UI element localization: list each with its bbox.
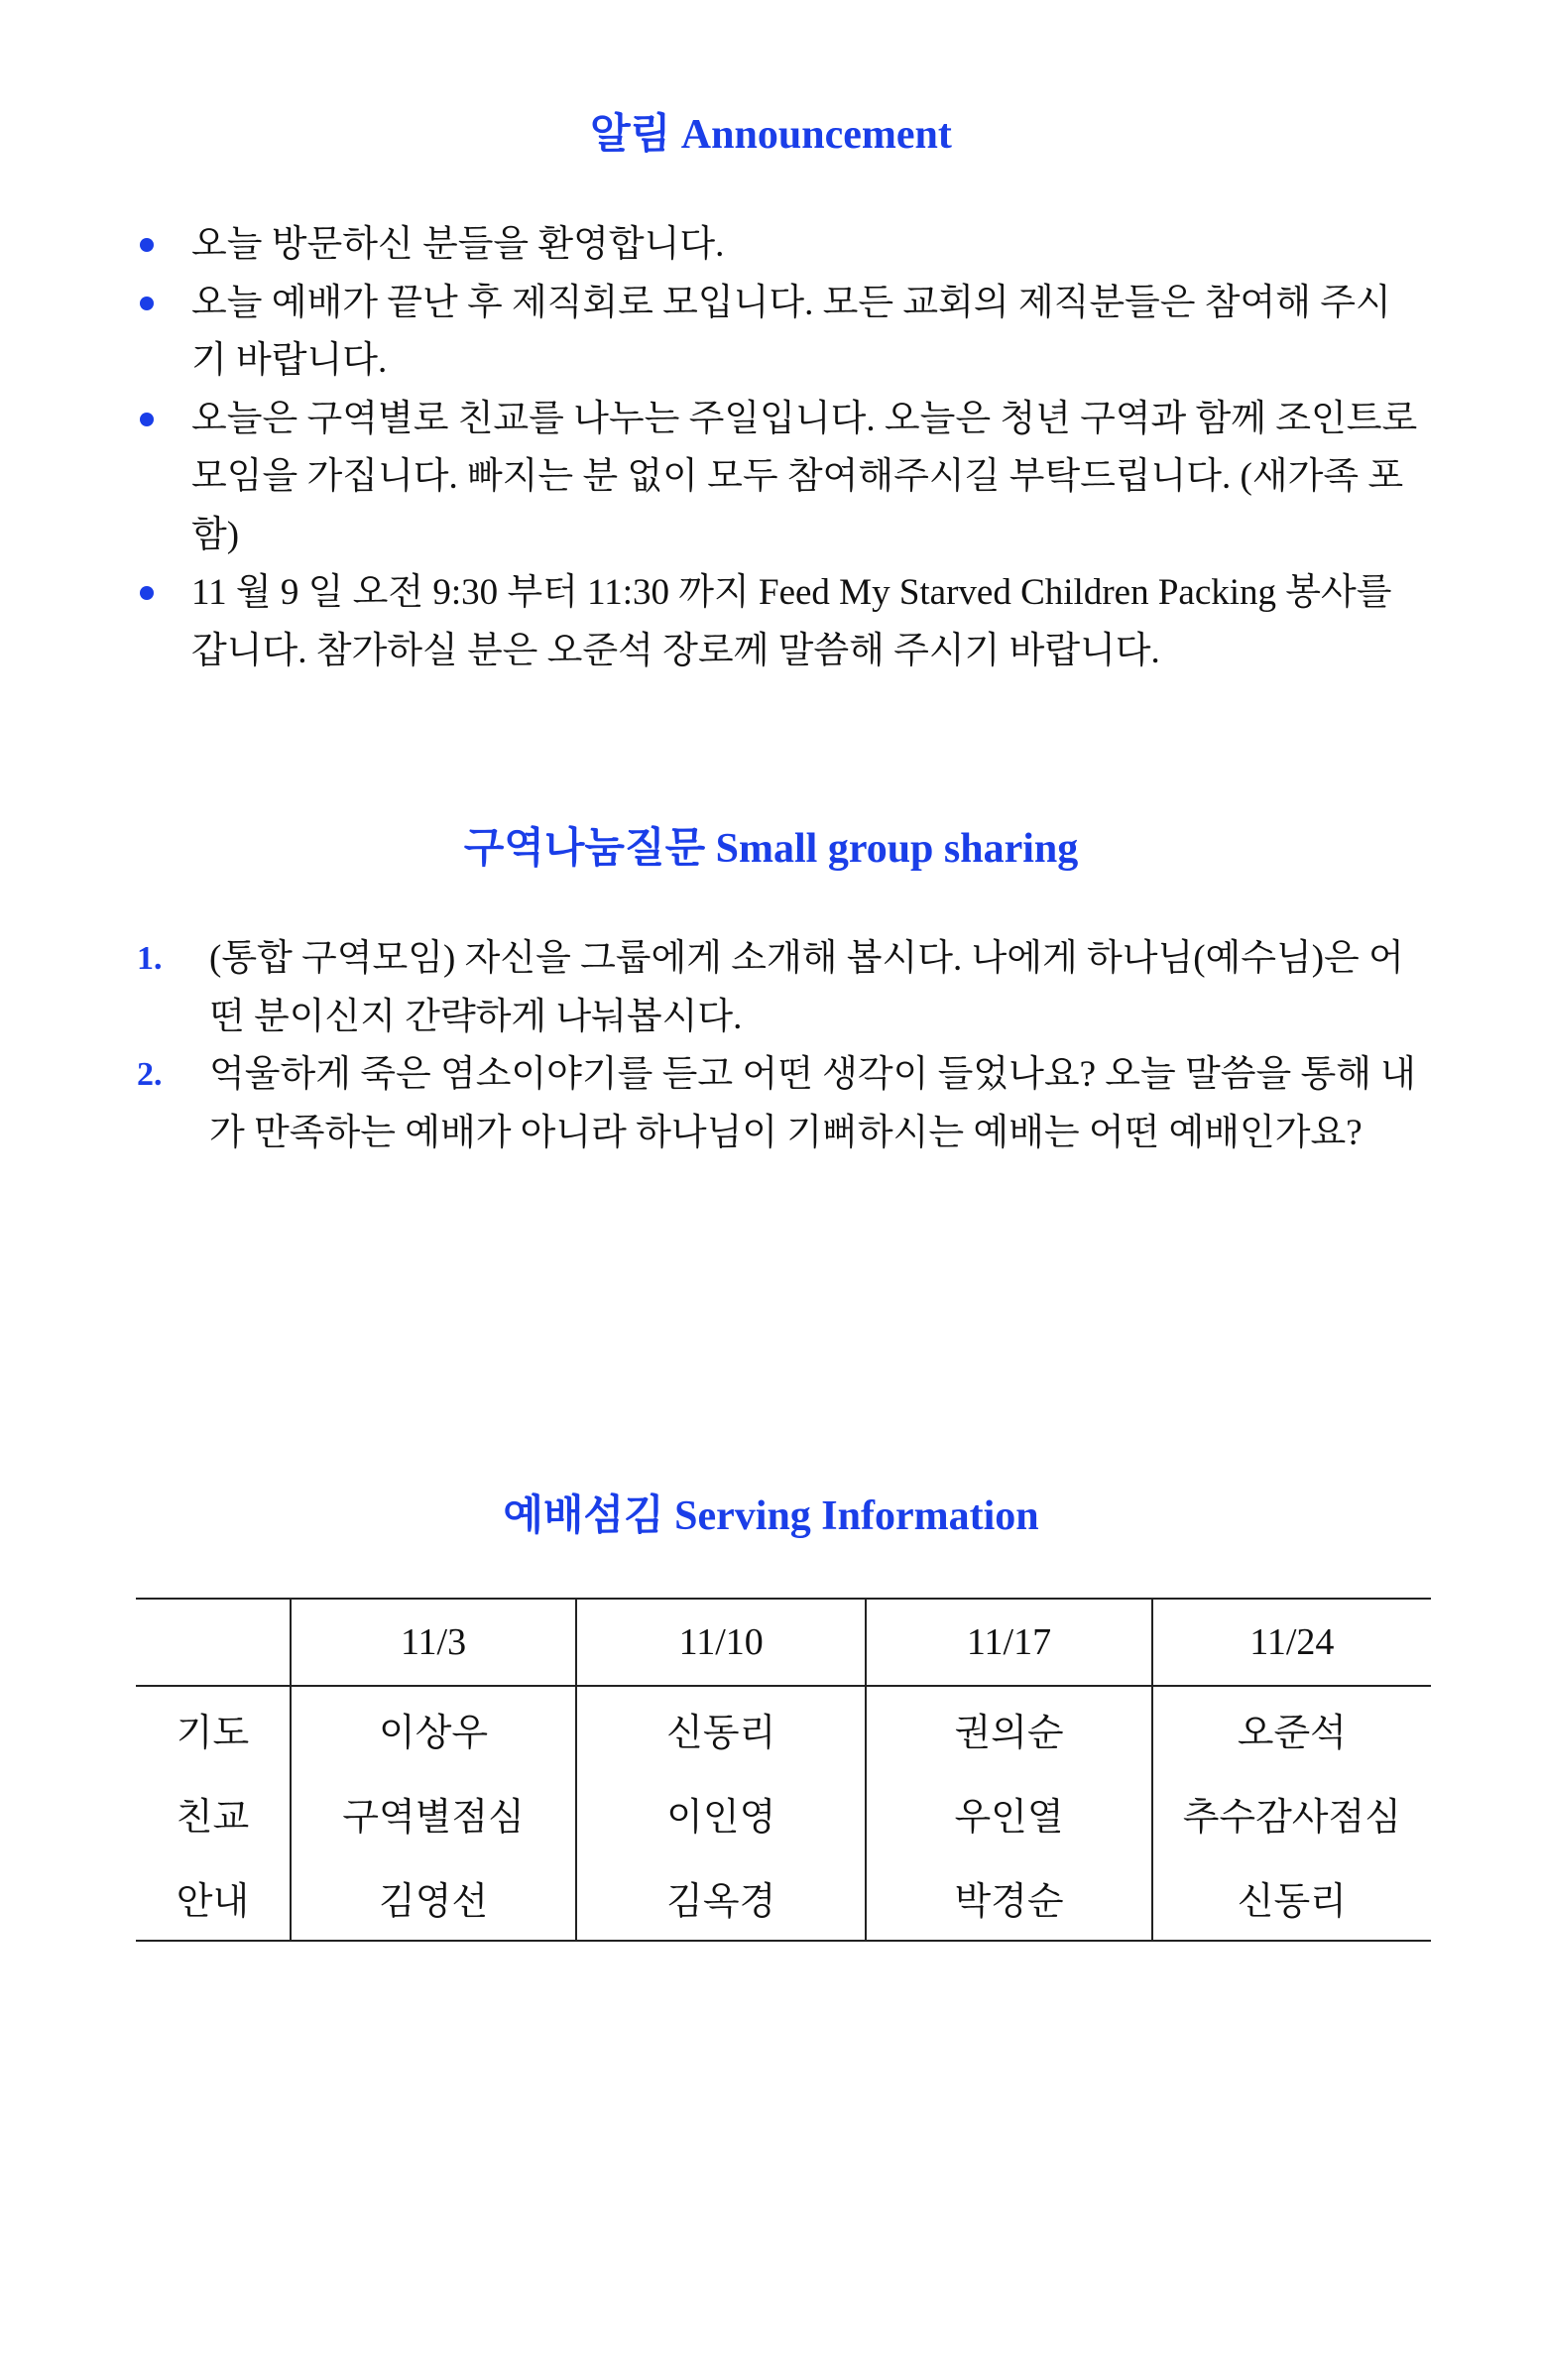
role-cell: 안내 xyxy=(136,1855,291,1941)
date-header: 11/17 xyxy=(866,1599,1151,1686)
announcement-text: 오늘은 구역별로 친교를 나누는 주일입니다. 오늘은 청년 구역과 함께 조인트로 모임을 가집니다. 빠지는 분 없이 모두 참여해주시길 부탁드립니다. (새가족 포함) xyxy=(191,398,1418,555)
serving-cell: 이인영 xyxy=(576,1771,866,1855)
date-header: 11/24 xyxy=(1152,1599,1431,1686)
serving-row-prayer xyxy=(136,1686,1431,1771)
sharing-number: 1. xyxy=(137,940,163,977)
announcement-text: 11 월 9 일 오전 9:30 부터 11:30 까지 Feed My Starved Children Packing 봉사를 갑니다. 참가하실 분은 오준석 장로께 말씀해 주시기 바랍니다. xyxy=(191,572,1392,671)
announcement-item xyxy=(134,391,1423,565)
announcement-heading: 알림 Announcement xyxy=(590,112,952,158)
serving-cell: 이상우 xyxy=(291,1686,576,1771)
serving-row-fellowship xyxy=(136,1771,1431,1855)
announcement-text: 오늘 방문하신 분들을 환영합니다. xyxy=(191,224,725,265)
role-cell: 친교 xyxy=(176,1797,250,1839)
role-header-cell xyxy=(136,1599,291,1686)
serving-table xyxy=(136,1598,1431,1942)
sharing-item xyxy=(134,930,1423,1046)
announcement-item xyxy=(134,275,1423,391)
serving-cell: 오준석 xyxy=(1152,1686,1431,1771)
sharing-number: 2. xyxy=(137,1056,163,1093)
serving-cell: 신동리 xyxy=(576,1686,866,1771)
announcement-text: 오늘 예배가 끝난 후 제직회로 모입니다. 모든 교회의 제직분들은 참여해 주시기 바랍니다. xyxy=(191,282,1391,381)
serving-cell: 김영선 xyxy=(291,1855,576,1941)
serving-cell: 구역별점심 xyxy=(291,1771,576,1855)
bullet-icon xyxy=(140,413,154,426)
announcement-list xyxy=(134,216,1423,680)
role-cell: 기도 xyxy=(176,1713,250,1754)
serving-cell: 박경순 xyxy=(866,1855,1151,1941)
sharing-heading: 구역나눔질문 Small group sharing xyxy=(463,826,1079,872)
sharing-text: 억울하게 죽은 염소이야기를 듣고 어떤 생각이 들었나요? 오늘 말씀을 통해 내가 만족하는 예배가 아니라 하나님이 기뻐하시는 예배는 어떤 예배인가요? xyxy=(209,1054,1416,1153)
serving-cell: 신동리 xyxy=(1152,1855,1431,1941)
serving-cell: 김옥경 xyxy=(576,1855,866,1941)
date-header: 11/10 xyxy=(576,1599,866,1686)
serving-header-row xyxy=(136,1599,1431,1686)
date-header: 11/3 xyxy=(291,1599,576,1686)
bullet-icon xyxy=(140,238,154,252)
serving-cell: 권의순 xyxy=(866,1686,1151,1771)
announcement-item xyxy=(134,216,1423,275)
serving-heading: 예배섬김 Serving Information xyxy=(503,1493,1039,1539)
sharing-text: (통합 구역모임) 자신을 그룹에게 소개해 봅시다. 나에게 하나님(예수님)은 어떤 분이신지 간략하게 나눠봅시다. xyxy=(209,938,1404,1037)
bullet-icon xyxy=(140,297,154,310)
serving-row-usher xyxy=(136,1855,1431,1941)
sharing-list xyxy=(134,930,1423,1162)
announcement-item xyxy=(134,564,1423,680)
serving-cell: 우인열 xyxy=(866,1771,1151,1855)
sharing-item xyxy=(134,1046,1423,1162)
serving-cell: 추수감사점심 xyxy=(1152,1771,1431,1855)
bullet-icon xyxy=(140,586,154,600)
